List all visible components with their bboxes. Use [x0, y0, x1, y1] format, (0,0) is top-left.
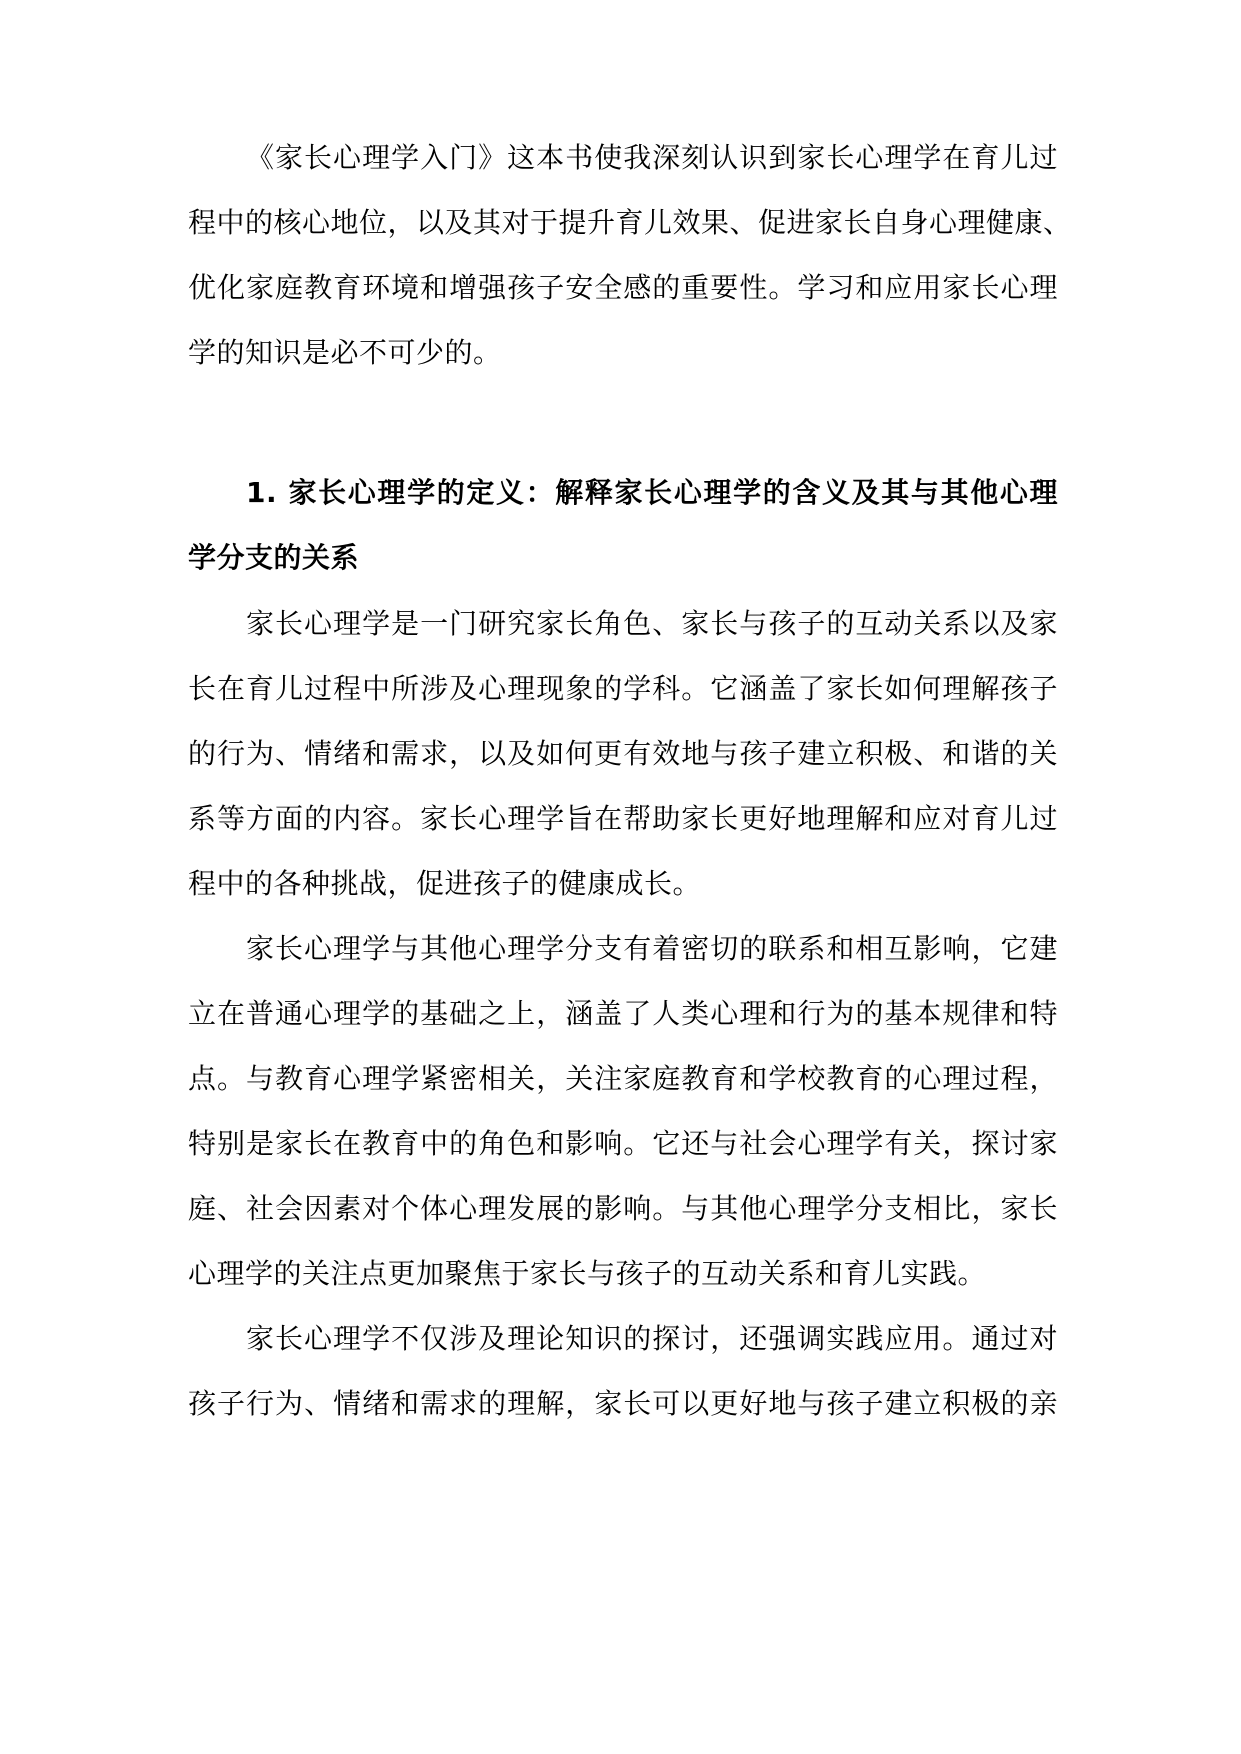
paragraph-2-line-3: 点。与教育心理学紧密相关，关注家庭教育和学校教育的心理过程，: [188, 1062, 1058, 1095]
paragraph-1-line-3: 的行为、情绪和需求，以及如何更有效地与孩子建立积极、和谐的关: [188, 737, 1058, 770]
paragraph-1-line-1: 家长心理学是一门研究家长角色、家长与孩子的互动关系以及家: [246, 607, 1058, 640]
paragraph-1-line-4: 系等方面的内容。家长心理学旨在帮助家长更好地理解和应对育儿过: [188, 802, 1058, 835]
paragraph-2-line-2: 立在普通心理学的基础之上，涵盖了人类心理和行为的基本规律和特: [188, 997, 1058, 1030]
paragraph-2-line-4: 特别是家长在教育中的角色和影响。它还与社会心理学有关，探讨家: [188, 1127, 1058, 1160]
intro-line-1: 《家长心理学入门》这本书使我深刻认识到家长心理学在育儿过: [246, 141, 1058, 174]
intro-line-3: 优化家庭教育环境和增强孩子安全感的重要性。学习和应用家长心理: [188, 271, 1058, 304]
paragraph-3-line-2: 孩子行为、情绪和需求的理解，家长可以更好地与孩子建立积极的亲: [188, 1387, 1058, 1420]
paragraph-2-line-1: 家长心理学与其他心理学分支有着密切的联系和相互影响，它建: [246, 932, 1058, 965]
paragraph-1-line-2: 长在育儿过程中所涉及心理现象的学科。它涵盖了家长如何理解孩子: [188, 672, 1058, 705]
paragraph-1-line-5: 程中的各种挑战，促进孩子的健康成长。: [188, 867, 702, 900]
intro-line-2: 程中的核心地位，以及其对于提升育儿效果、促进家长自身心理健康、: [188, 206, 1072, 239]
paragraph-3-line-1: 家长心理学不仅涉及理论知识的探讨，还强调实践应用。通过对: [246, 1322, 1058, 1355]
paragraph-2-line-6: 心理学的关注点更加聚焦于家长与孩子的互动关系和育儿实践。: [188, 1257, 987, 1290]
paragraph-2-line-5: 庭、社会因素对个体心理发展的影响。与其他心理学分支相比，家长: [188, 1192, 1058, 1225]
section-heading-line-1: 1. 家长心理学的定义：解释家长心理学的含义及其与其他心理: [246, 476, 1058, 509]
intro-line-4: 学的知识是必不可少的。: [188, 336, 502, 369]
section-heading-line-2: 学分支的关系: [188, 541, 360, 574]
